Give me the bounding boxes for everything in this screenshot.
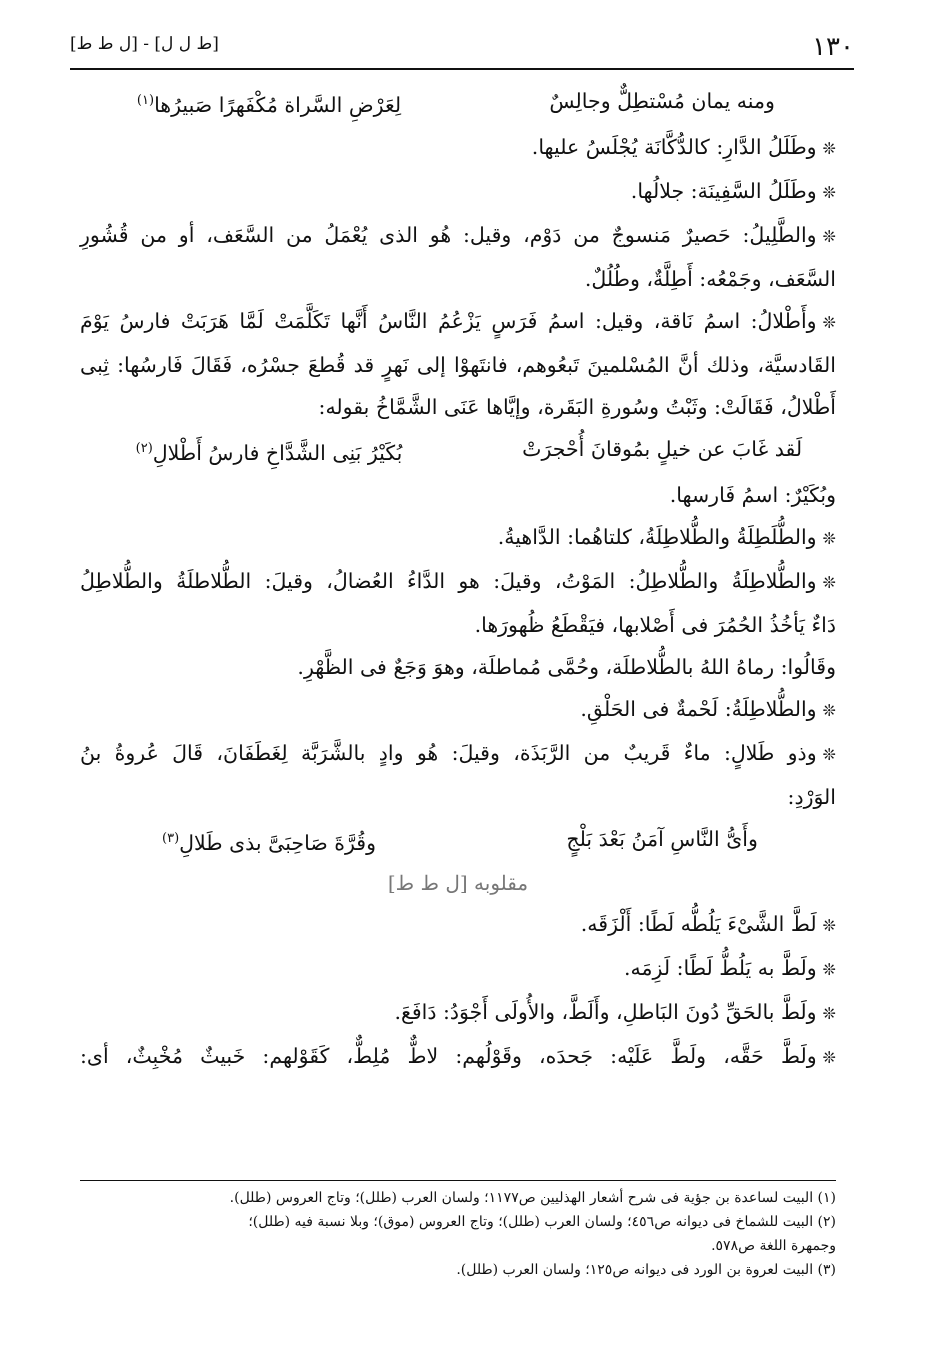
footnote-2-cont: وجمهرة اللغة ص٥٧٨. [711, 1238, 836, 1254]
entry-dhu-talal: ❊وذو طَلالٍ: ماءٌ قَريبٌ من الرَّبَذَة، وقيلَ: هُو وادٍ بالشَّرَبَّة لِغَطَفَانَ، قَالَ عُروةُ بنُ [80, 740, 836, 765]
footnote-2: (٢) البيت للشماخ فى ديوانه ص٤٥٦؛ ولسان العرب (طلل)؛ وتاج العروس (موق)؛ وبلا نسبة فيه (طلل)؛ [248, 1214, 836, 1230]
entry-star-icon: ❊ [822, 528, 836, 548]
verse-1-second-hemistich: لِعَرْضِ السَّراة مُكْفَهرًا صَبيرُها$^{(١)}$ [136, 92, 402, 117]
verse-2-second-hemistich: بُكَيْرُ بَنِى الشَّدَّاخِ فارسُ أَطْلالِ$^{(٢)}$ [135, 440, 403, 465]
entry-latta-bihi: ❊ولَطَّ به يَلُطُّ لَطًا: لَزِمَه. [624, 956, 836, 981]
footnotes [80, 1186, 836, 1282]
verse-1 [80, 80, 836, 126]
entry-star-icon: ❊ [822, 916, 836, 936]
entry-atlal: ❊وأَطْلالُ: اسمُ نَاقة، وقيل: اسمُ فَرَسٍ يَزْعُمُ النَّاسُ أَنَّها تَكَلَّمَتْ لَمَّا هَرَبَتْ فارسُ يَوْمَ [80, 308, 836, 333]
entry-ramahu-allah: وقَالُوا: رماهُ اللهُ بالطُّلاطلَة، وحُمَّى مُماطلَة، وهوَ وَجَعٌ فى الظَّهْرِ. [297, 654, 836, 679]
entry-latta-bil-haqq: ❊ولَطَّ بالحَقِّ دُونَ البَاطلِ، وأَلَطَّ، والأُولَى أَجْوَدُ: دَافَعَ. [394, 1000, 836, 1025]
verse-1-first-hemistich: ومنه يمان مُسْتطِلٌّ وجالِسٌ [549, 89, 775, 113]
footnote-ref-3: (٣) [162, 830, 180, 846]
entry-star-icon: ❊ [822, 312, 836, 332]
entry-al-talil-cont: السَّعَف، وجَمْعُه: أَطِلَّةٌ، وطُلُلٌ. [584, 266, 836, 291]
entry-bukayr: وبُكَيْرٌ: اسمُ فَارسها. [669, 482, 836, 507]
section-title: مقلوبه [ل ط ط] [387, 871, 529, 896]
entry-atlal-cont-1: القَادسيَّة، وذلك أنَّ المُسْلمينَ تَبعُوهم، فانتَهوْا إلى نَهرٍ قد قُطعَ جسْرُه، فَقَالَ فَارسُها: ثِبى [80, 352, 836, 377]
verse-3-first-hemistich: وأَىُّ النَّاسِ آمَنُ بَعْدَ بَلْجٍ [566, 826, 758, 851]
entry-star-icon: ❊ [822, 744, 836, 764]
entry-talal-al-dar: ❊وطَلَلُ الدَّارِ: كالدُّكَّانَة يُجْلَسُ عليها. [531, 134, 836, 159]
footnote-ref-1: (١) [136, 93, 155, 108]
page-number: ١٣٠ [812, 32, 854, 62]
entry-star-icon: ❊ [822, 1048, 836, 1068]
entry-dhu-talal-cont: الوَرْدِ: [787, 784, 836, 809]
footnote-ref-2: (٢) [135, 440, 153, 456]
entry-al-tulatila-death-cont: دَاءٌ يَأخُذُ الحُمُرَ فى أَصْلابها، فيَقْطَعُ ظُهورَها. [474, 612, 836, 637]
section-key: [ط ل ل] - [ل ط ط] [70, 34, 219, 54]
header-divider [70, 68, 854, 70]
entry-al-tulatila-throat: ❊والطُّلاطِلَةُ: لَحْمةٌ فى الحَلْقِ. [580, 696, 836, 721]
verse-2-first-hemistich: لَقد غَابَ عن خيلٍ بمُوقانَ أُحْجرَتْ [522, 436, 803, 461]
entry-latta-al-shay: ❊لَطَّ الشَّىْءَ يَلُطُّه لَطًا: أَلْزَقَه. [580, 912, 836, 937]
entry-al-talil: ❊والطَّلِيلُ: حَصيرٌ مَنسوجٌ من دَوْم، وقيل: هُو الذى يُعْمَلُ من السَّعَف، أو من قُشُورِ [80, 222, 836, 247]
footnote-3: (٣) البيت لعروة بن الورد فى ديوانه ص١٢٥؛ ولسان العرب (طلل). [456, 1262, 836, 1278]
entry-star-icon: ❊ [822, 572, 836, 592]
page-header [70, 28, 854, 68]
entry-al-tulatila: ❊والطُّلَطِلَةُ والطُّلاطِلَةُ، كلتاهُما: الدَّاهيةُ. [497, 524, 836, 549]
entry-star-icon: ❊ [822, 960, 836, 980]
verse-2 [80, 428, 836, 474]
entry-al-tulatila-death: ❊والطُّلاطِلَةُ والطُّلاطِلُ: المَوْتُ، وقيلَ: هو الدَّاءُ العُضالُ، وقيلَ: الطُّلاطلَةُ والطُّلاطِلُ [80, 568, 836, 593]
entry-atlal-cont-2: أَطْلالُ، فَقَالَتْ: وثَبْتُ وسُورةِ البَقَرة، وإيَّاها عَنَى الشَّمَّاخُ بقوله: [318, 394, 836, 419]
entry-body [80, 80, 836, 1079]
entry-star-icon: ❊ [822, 138, 836, 158]
entry-star-icon: ❊ [822, 226, 836, 246]
verse-3 [80, 818, 836, 864]
entry-star-icon: ❊ [822, 700, 836, 720]
entry-talal-al-safina: ❊وطَلَلُ السَّفِينَة: جلالُها. [630, 178, 836, 203]
entry-star-icon: ❊ [822, 182, 836, 202]
footnote-1: (١) البيت لساعدة بن جؤية فى شرح أشعار الهذليين ص١١٧٧؛ ولسان العرب (طلل)؛ وتاج العروس (طلل). [229, 1190, 836, 1206]
verse-3-second-hemistich: وقُرَّةَ صَاحِبَىَّ بذى طَلالِ$^{(٣)}$ [162, 830, 377, 855]
entry-star-icon: ❊ [822, 1004, 836, 1024]
footnote-divider [80, 1180, 836, 1181]
entry-latta-haqqahu: ❊ولَطَّ حَقَّه، ولَطَّ عَلَيْه: جَحدَه، وقَوْلُهم: لاطٌّ مُلِطٌّ، كَقَوْلهم: خَبيثٌ مُخْبِثٌ، أى: [80, 1044, 836, 1069]
